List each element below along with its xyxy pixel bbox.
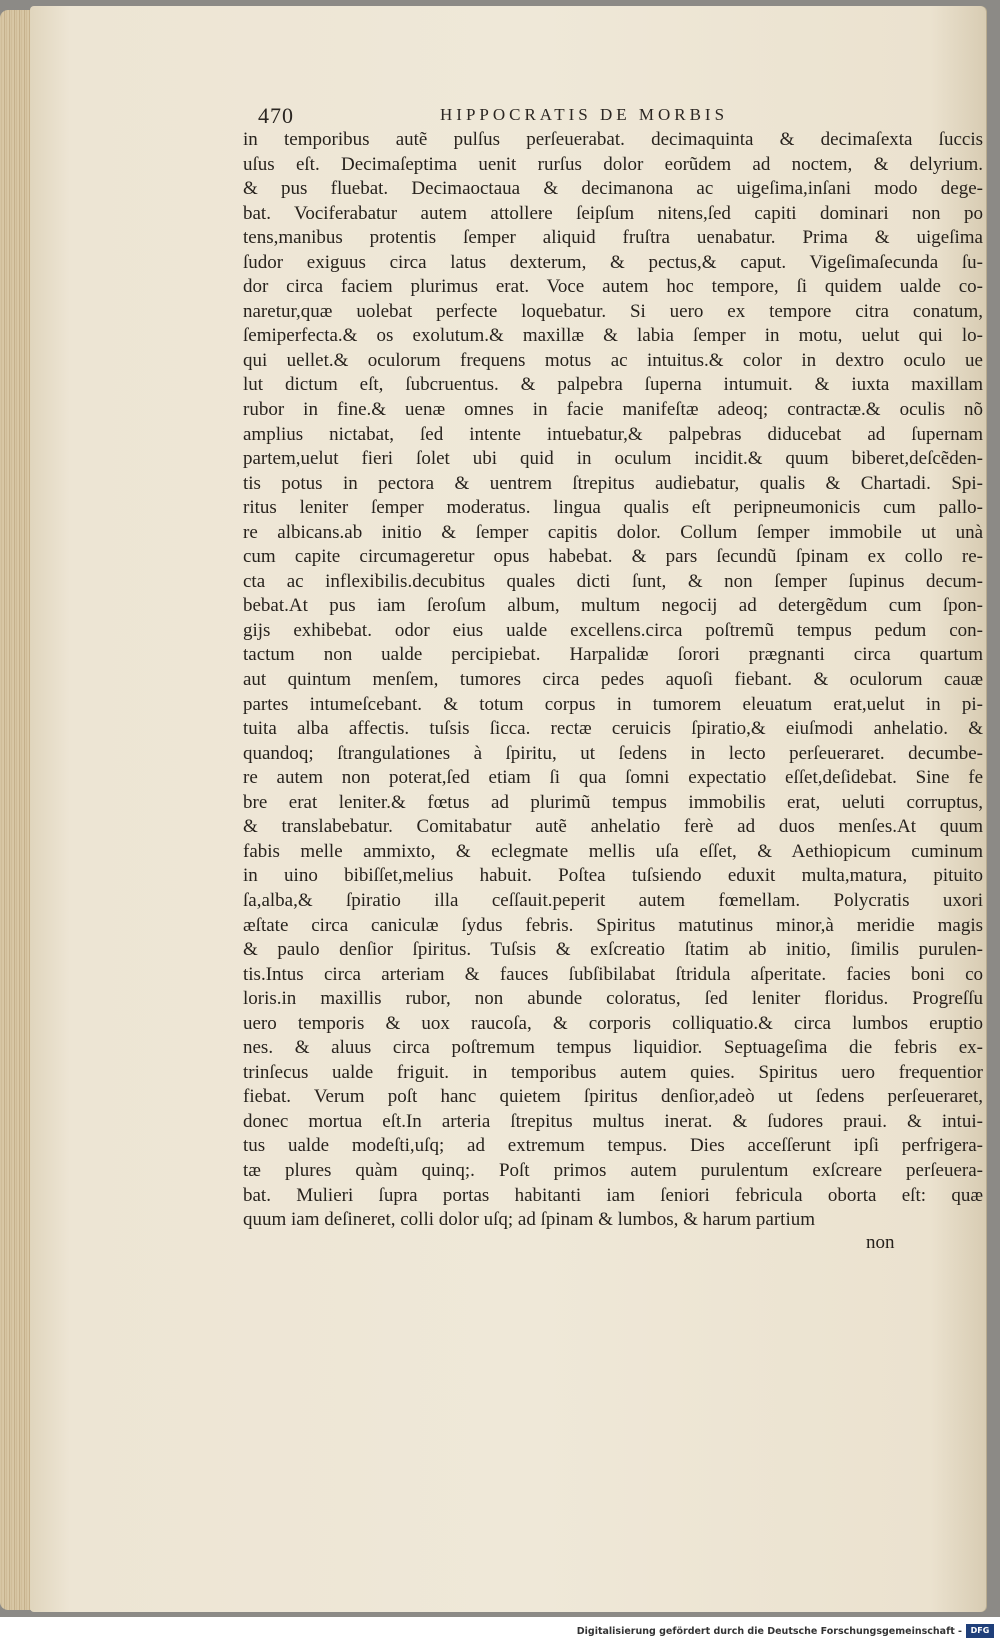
text-line: trinſecus ualde friguit. in temporibus autem quies. Spiritus uero frequentior bbox=[243, 1061, 983, 1083]
text-line: partes intumeſcebant. & totum corpus in tumorem eleuatum erat,uelut in pi- bbox=[243, 693, 983, 715]
text-line: quum iam deſineret, colli dolor uſq; ad ſpinam & lumbos, & harum partium bbox=[243, 1209, 816, 1231]
text-line: tis.Intus circa arteriam & fauces ſubſibilabat ſtridula aſperitate. facies boni co bbox=[243, 963, 983, 985]
text-line: tæ plures quàm quinq;. Poſt primos autem purulentum exſcreare perſeuera- bbox=[243, 1159, 983, 1181]
text-line: aut quintum menſem, tumores circa pedes aquoſi fiebant. & oculorum cauæ bbox=[243, 669, 983, 691]
text-line: tis potus in pectora & uentrem ſtrepitus audiebatur, qualis & Chartadi. Spi- bbox=[243, 472, 983, 494]
text-line: uſus eſt. Decimaſeptima uenit rurſus dolor eorũdem ad noctem, & delyrium. bbox=[243, 153, 983, 175]
text-line: tens,manibus protentis ſemper aliquid fruſtra uenabatur. Prima & uigeſima bbox=[243, 227, 983, 249]
text-line: ſa,alba,& ſpiratio illa ceſſauit.peperit autem fœmellam. Polycratis uxori bbox=[243, 889, 983, 911]
text-line: in temporibus autẽ pulſus perſeuerabat. decimaquinta & decimaſexta ſuccis bbox=[243, 129, 983, 150]
text-line: bat. Vociferabatur autem attollere ſeipſum nitens,ſed capiti dominari non po bbox=[243, 202, 983, 224]
body-text bbox=[243, 128, 983, 1233]
text-line: ſemiperfecta.& os exolutum.& maxillæ & labia ſemper in motu, uelut qui lo- bbox=[243, 325, 983, 347]
text-line: in uino bibiſſet,melius habuit. Poſtea tuſsiendo eduxit multa,matura, pituito bbox=[243, 865, 983, 887]
digitization-credit: Digitalisierung gefördert durch die Deutsche Forschungsgemeinschaft - bbox=[576, 1626, 962, 1637]
text-line: loris.in maxillis rubor, non abunde coloratus, ſed leniter floridus. Progreſſu bbox=[243, 988, 983, 1010]
text-line: gijs exhibebat. odor eius ualde excellens.circa poſtremũ tempus pedum con- bbox=[243, 619, 983, 641]
text-line: ſudor exiguus circa latus dexterum, & pectus,& caput. Vigeſimaſecunda ſu- bbox=[243, 251, 983, 273]
text-line: & translabebatur. Comitabatur autẽ anhelatio ferè ad duos menſes.At quum bbox=[243, 816, 983, 838]
text-line: & pus fluebat. Decimaoctaua & decimanona ac uigeſima,inſani modo dege- bbox=[243, 178, 983, 200]
text-line: cta ac inflexibilis.decubitus quales dicti ſunt, & non ſemper ſupinus decum- bbox=[243, 570, 983, 592]
running-head: HIPPOCRATIS DE MORBIS bbox=[440, 105, 729, 124]
text-line: fiebat. Verum poſt hanc quietem ſpiritus denſior,adeò ut ſedens perſeueraret, bbox=[243, 1086, 983, 1108]
text-line: donec mortua eſt.In arteria ſtrepitus multus inerat. & ſudores praui. & intui- bbox=[243, 1110, 983, 1132]
text-line: quandoq; ſtrangulationes à ſpiritu, ut ſedens in lecto perſeueraret. decumbe- bbox=[243, 742, 983, 764]
page-header bbox=[258, 103, 978, 129]
text-line: re albicans.ab initio & ſemper capitis dolor. Collum ſemper immobile ut unà bbox=[243, 521, 983, 543]
text-line: fabis melle ammixto, & eclegmate mellis uſa eſſet, & Aethiopicum cuminum bbox=[243, 840, 983, 862]
text-line: uero temporis & uox raucoſa, & corporis colliquatio.& circa lumbos eruptio bbox=[243, 1012, 983, 1034]
text-line: nes. & aluus circa poſtremum tempus liquidior. Septuageſima die febris ex- bbox=[243, 1037, 983, 1059]
text-line: rubor in fine.& uenæ omnes in facie manifeſtæ adeoq; contractæ.& oculis nõ bbox=[243, 399, 983, 421]
dfg-logo: DFG bbox=[966, 1624, 994, 1638]
text-line: æſtate circa caniculæ ſydus febris. Spiritus matutinus minor,à meridie magis bbox=[243, 914, 983, 936]
text-line: bre erat leniter.& fœtus ad plurimũ tempus immobilis erat, ueluti corruptus, bbox=[243, 791, 983, 813]
text-line: & paulo denſior ſpiritus. Tuſsis & exſcreatio ſtatim ab initio, ſimilis purulen- bbox=[243, 939, 983, 961]
catchword: non bbox=[866, 1232, 895, 1253]
text-line: re autem non poterat,ſed etiam ſi qua ſomni expectatio eſſet,deſidebat. Sine fe bbox=[243, 767, 983, 789]
text-line: tuita alba affectis. tuſsis ſicca. rectæ ceruicis ſpiratio,& eiuſmodi anhelatio. & bbox=[243, 718, 983, 740]
text-line: bebat.At pus iam ſeroſum album, multum negocij ad detergẽdum cum ſpon- bbox=[243, 595, 983, 617]
text-line: qui uellet.& oculorum frequens motus ac intuitus.& color in dextro oculo ue bbox=[243, 349, 983, 371]
text-line: tactum non ualde percipiebat. Harpalidæ ſorori prægnanti circa quartum bbox=[243, 644, 983, 666]
footer-bar bbox=[0, 1617, 1000, 1645]
text-line: bat. Mulieri ſupra portas habitanti iam ſeniori febricula oborta eſt: quæ bbox=[243, 1184, 983, 1206]
text-line: lut dictum eſt, ſubcruentus. & palpebra ſuperna intumuit. & iuxta maxillam bbox=[243, 374, 983, 396]
text-line: amplius nictabat, ſed intente intuebatur,& palpebras diducebat ad ſupernam bbox=[243, 423, 983, 445]
text-line: dor circa faciem plurimus erat. Voce autem hoc tempore, ſi quidem ualde co- bbox=[243, 276, 983, 298]
text-line: naretur,quæ uolebat perfecte loquebatur. Si uero ex tempore citra conatum, bbox=[243, 300, 983, 322]
text-line: ritus leniter ſemper moderatus. lingua qualis eſt peripneumonicis cum pallo- bbox=[243, 497, 983, 519]
text-line: tus ualde modeſti,uſq; ad extremum tempus. Dies acceſſerunt ipſi perfrigera- bbox=[243, 1135, 983, 1157]
page-number: 470 bbox=[258, 103, 294, 128]
text-line: cum capite circumageretur opus habebat. & pars ſecundũ ſpinam ex collo re- bbox=[243, 546, 983, 568]
text-line: partem,uelut fieri ſolet ubi quid in oculum incidit.& quum biberet,deſcẽden- bbox=[243, 448, 983, 470]
